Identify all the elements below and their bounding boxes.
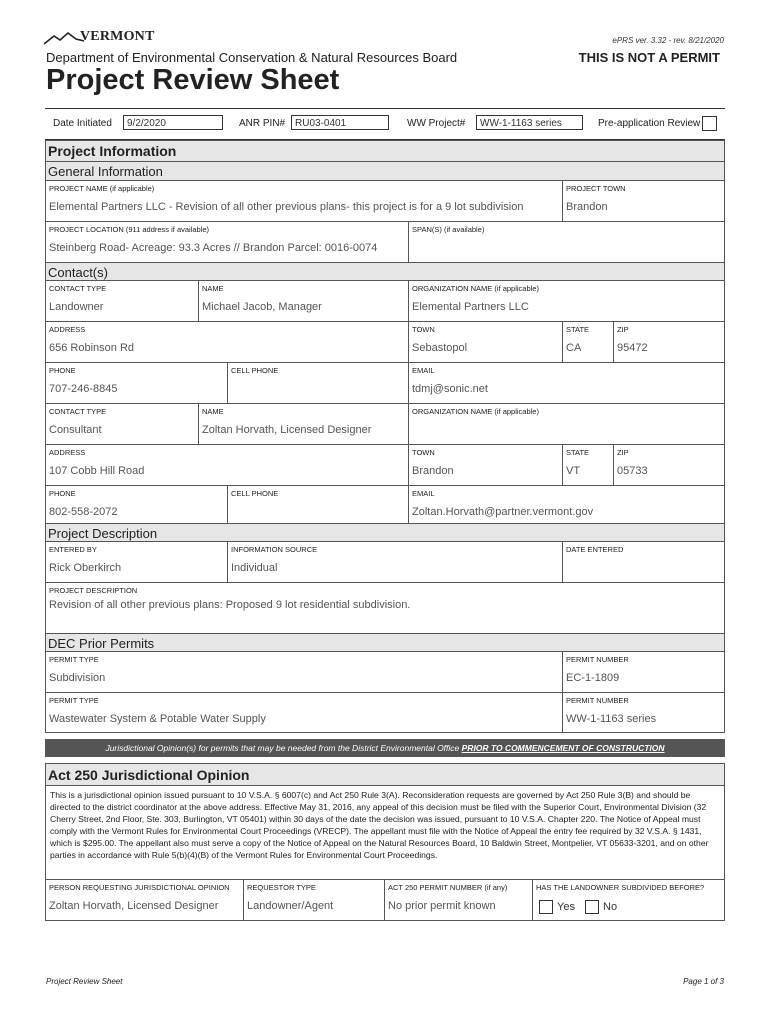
project-location-cell[interactable] (46, 222, 409, 263)
act250-section (45, 763, 725, 921)
project-location-caption: PROJECT LOCATION (911 address if available) (49, 225, 210, 234)
cell-phone-caption: CELL PHONE (231, 489, 279, 498)
project-information-heading: Project Information (46, 141, 724, 162)
phone-caption: PHONE (49, 366, 76, 375)
contact1-email-cell[interactable] (409, 363, 724, 404)
date-initiated-field[interactable]: 9/2/2020 (123, 115, 223, 130)
contact1-phone-cell[interactable] (46, 363, 228, 404)
act250-heading: Act 250 Jurisdictional Opinion (46, 764, 724, 786)
zip-value: 95472 (617, 342, 648, 354)
org-name-caption: ORGANIZATION NAME (if applicable) (412, 407, 539, 416)
ww-project-label: WW Project# (407, 118, 466, 129)
contact1-zip-cell[interactable] (614, 322, 724, 363)
act250-permit-number-cell[interactable] (385, 879, 533, 920)
email-caption: EMAIL (412, 489, 435, 498)
contact1-type-cell[interactable] (46, 281, 199, 322)
town-caption: TOWN (412, 325, 435, 334)
general-information-heading: General Information (46, 162, 724, 181)
contact2-town-cell[interactable] (409, 445, 563, 486)
department-name: Department of Environmental Conservation & Natural Resources Board (46, 50, 458, 65)
requesting-person-value: Zoltan Horvath, Licensed Designer (49, 900, 219, 912)
version-text: ePRS ver. 3.32 - rev. 8/21/2020 (612, 36, 724, 45)
address-value: 107 Cobb Hill Road (49, 465, 145, 477)
contact1-cell-phone-cell[interactable] (228, 363, 409, 404)
email-caption: EMAIL (412, 366, 435, 375)
state-value: VT (566, 465, 581, 477)
contact-name-caption: NAME (202, 407, 224, 416)
entered-by-value: Rick Oberkirch (49, 562, 122, 574)
contact2-address-cell[interactable] (46, 445, 409, 486)
banner-text: Jurisdictional Opinion(s) for permits that may be needed from the District Environmental Office (105, 743, 462, 753)
permit2-number-cell[interactable] (563, 693, 724, 732)
preapp-review-checkbox[interactable] (702, 116, 717, 131)
date-entered-cell[interactable] (563, 542, 724, 583)
permit-number-caption: PERMIT NUMBER (566, 655, 629, 664)
zip-value: 05733 (617, 465, 648, 477)
contact2-email-cell[interactable] (409, 486, 724, 524)
project-description-cell[interactable] (46, 583, 724, 634)
project-description-value: Revision of all other previous plans: Proposed 9 lot residential subdivision. (49, 599, 411, 611)
mountain-icon (44, 31, 84, 45)
ww-project-field[interactable]: WW-1-1163 series (476, 115, 583, 130)
footer-page-number: Page 1 of 3 (683, 977, 724, 986)
contact-type-caption: CONTACT TYPE (49, 407, 107, 416)
no-label: No (603, 900, 618, 913)
info-source-cell[interactable] (228, 542, 563, 583)
contact2-zip-cell[interactable] (614, 445, 724, 486)
contact1-name-cell[interactable] (199, 281, 409, 322)
permit-type-caption: PERMIT TYPE (49, 696, 99, 705)
permit-number-caption: PERMIT NUMBER (566, 696, 629, 705)
span-caption: SPAN(S) (if available) (412, 225, 485, 234)
requestor-type-caption: REQUESTOR TYPE (247, 883, 316, 892)
project-description-caption: PROJECT DESCRIPTION (49, 586, 138, 595)
contact-name-value: Michael Jacob, Manager (202, 301, 322, 313)
permit-type-caption: PERMIT TYPE (49, 655, 99, 664)
act250-permit-caption: ACT 250 PERMIT NUMBER (if any) (388, 883, 508, 892)
permit1-number-cell[interactable] (563, 652, 724, 693)
zip-caption: ZIP (617, 448, 629, 457)
contacts-heading: Contact(s) (46, 262, 724, 281)
requesting-person-cell[interactable] (46, 879, 244, 920)
contact2-org-cell[interactable] (409, 404, 724, 445)
act250-body-text: This is a jurisdictional opinion issued pursuant to 10 V.S.A. § 6007(c) and Act 250 Rule 3(A). Reconsideration requests are governed by Act 250 Rule 3(B) and should be directed to the district coordinator at the above address. Effective May 31, 2016, any appeal of this decision must be filed with the Superior Court, Environmental Division (32 Cherry Street, 2nd Floor, Ste. 303, Burlington, VT 05401) within 30 days of the date the decision was issued, pursuant to 10 V.S.A. Chapter 220. The Notice of Appeal must comply with the Vermont Rules for Environmental Court Proceedings (VRECP). The appellant must file with the Notice of Appeal the entry fee required by 32 V.S.A. § 1431, which is $295.00. The appellant also must serve a copy of the Notice of Appeal on the Natural Resources Board, 10 Baldwin Street, Montpelier, VT 05633-3201, and on other parties in accordance with Rule 5(b)(4)(B) of the Vermont Rules for Environmental Court Proceedings. (50, 790, 709, 861)
logo-wordmark: VERMONT (80, 29, 155, 44)
address-caption: ADDRESS (49, 325, 86, 334)
permit-number-value: WW-1-1163 series (566, 713, 657, 725)
subdivided-before-cell (533, 879, 724, 920)
zip-caption: ZIP (617, 325, 629, 334)
date-entered-caption: DATE ENTERED (566, 545, 624, 554)
email-value: Zoltan.Horvath@partner.vermont.gov (412, 506, 594, 518)
header-fields-row (45, 108, 725, 140)
project-information-form (45, 140, 725, 733)
contact-type-value: Landowner (49, 301, 104, 313)
org-name-value: Elemental Partners LLC (412, 301, 529, 313)
town-value: Brandon (412, 465, 454, 477)
contact1-state-cell[interactable] (563, 322, 614, 363)
phone-value: 707-246-8845 (49, 383, 118, 395)
entered-by-caption: ENTERED BY (49, 545, 97, 554)
permit1-type-cell[interactable] (46, 652, 563, 693)
no-checkbox[interactable] (585, 900, 599, 914)
act250-permit-value: No prior permit known (388, 900, 496, 912)
no-option[interactable] (585, 900, 617, 914)
town-caption: TOWN (412, 448, 435, 457)
requestor-type-value: Landowner/Agent (247, 900, 334, 912)
entered-by-cell[interactable] (46, 542, 228, 583)
not-permit-notice: THIS IS NOT A PERMIT (578, 50, 720, 65)
permit-type-value: Wastewater System & Potable Water Supply (49, 713, 266, 725)
permit-number-value: EC-1-1809 (566, 672, 620, 684)
vermont-logo (44, 28, 155, 46)
yes-option[interactable] (539, 900, 575, 914)
state-value: CA (566, 342, 582, 354)
dec-prior-permits-heading: DEC Prior Permits (46, 633, 724, 652)
contact2-name-cell[interactable] (199, 404, 409, 445)
contact2-cell-phone-cell[interactable] (228, 486, 409, 524)
requesting-person-caption: PERSON REQUESTING JURISDICTIONAL OPINION (49, 883, 230, 892)
page-title: Project Review Sheet (46, 64, 340, 96)
project-name-caption: PROJECT NAME (if applicable) (49, 184, 155, 193)
contact-type-caption: CONTACT TYPE (49, 284, 107, 293)
project-town-caption: PROJECT TOWN (566, 184, 626, 193)
yes-checkbox[interactable] (539, 900, 553, 914)
contact-name-value: Zoltan Horvath, Licensed Designer (202, 424, 372, 436)
banner-emphasis: PRIOR TO COMMENCEMENT OF CONSTRUCTION (461, 743, 665, 753)
project-description-heading: Project Description (46, 523, 724, 542)
contact1-org-cell[interactable] (409, 281, 724, 322)
anr-pin-label: ANR PIN# (239, 118, 286, 129)
info-source-value: Individual (231, 562, 278, 574)
state-caption: STATE (566, 448, 590, 457)
project-location-value: Steinberg Road- Acreage: 93.3 Acres // Brandon Parcel: 0016-0074 (49, 242, 378, 254)
project-town-cell[interactable] (563, 181, 724, 222)
permit2-type-cell[interactable] (46, 693, 563, 732)
town-value: Sebastopol (412, 342, 468, 354)
info-source-caption: INFORMATION SOURCE (231, 545, 318, 554)
anr-pin-field[interactable]: RU03-0401 (291, 115, 389, 130)
preapp-review-label: Pre-application Review (598, 118, 701, 129)
state-caption: STATE (566, 325, 590, 334)
address-caption: ADDRESS (49, 448, 86, 457)
date-initiated-label: Date Initiated (53, 118, 112, 129)
contact-type-value: Consultant (49, 424, 102, 436)
org-name-caption: ORGANIZATION NAME (if applicable) (412, 284, 539, 293)
span-cell[interactable] (409, 222, 724, 263)
contact2-state-cell[interactable] (563, 445, 614, 486)
project-town-value: Brandon (566, 201, 608, 213)
contact-name-caption: NAME (202, 284, 224, 293)
cell-phone-caption: CELL PHONE (231, 366, 279, 375)
footer-form-name: Project Review Sheet (46, 977, 123, 986)
jurisdictional-banner (45, 739, 725, 757)
project-name-cell[interactable] (46, 181, 563, 222)
contact1-address-cell[interactable] (46, 322, 409, 363)
phone-caption: PHONE (49, 489, 76, 498)
contact2-type-cell[interactable] (46, 404, 199, 445)
contact2-phone-cell[interactable] (46, 486, 228, 524)
subdivided-before-caption: HAS THE LANDOWNER SUBDIVIDED BEFORE? (536, 883, 705, 892)
address-value: 656 Robinson Rd (49, 342, 135, 354)
email-value: tdmj@sonic.net (412, 383, 488, 395)
project-name-value: Elemental Partners LLC - Revision of all other previous plans- this project is for a 9 lot subdivision (49, 201, 524, 213)
contact1-town-cell[interactable] (409, 322, 563, 363)
permit-type-value: Subdivision (49, 672, 106, 684)
phone-value: 802-558-2072 (49, 506, 118, 518)
yes-label: Yes (557, 900, 575, 913)
requestor-type-cell[interactable] (244, 879, 385, 920)
